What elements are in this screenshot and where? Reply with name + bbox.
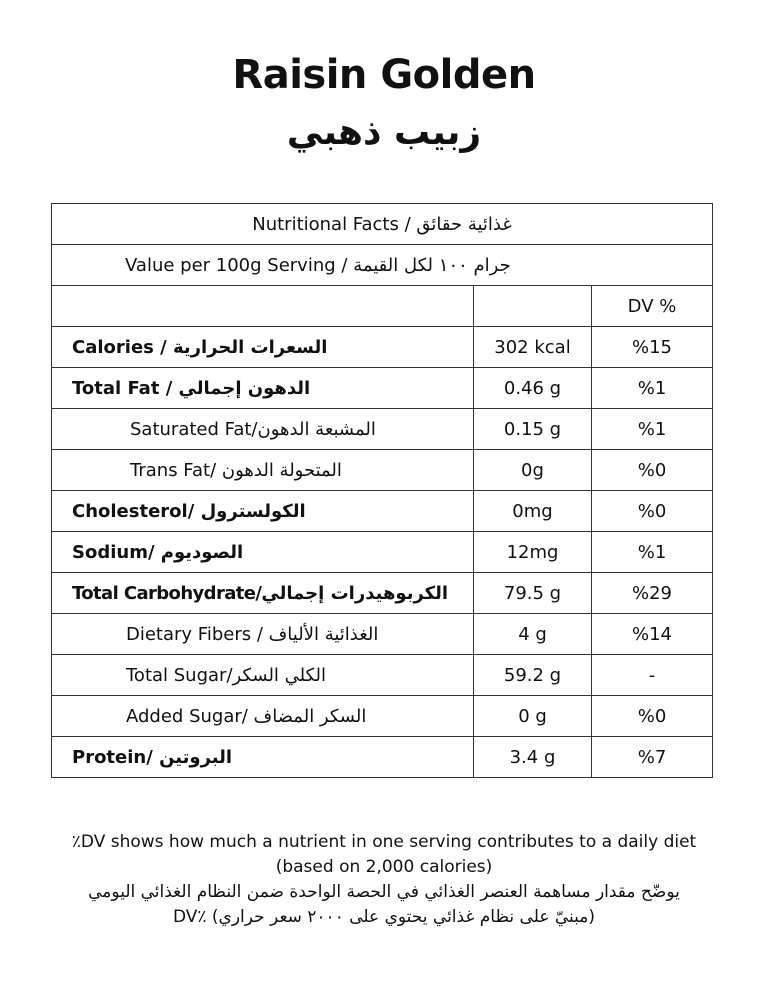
nutrient-dv: %0	[592, 491, 713, 532]
table-row	[52, 614, 713, 655]
nutritional-facts-heading: Nutritional Facts / غذائية حقائق	[52, 204, 713, 245]
product-title-english: Raisin Golden	[232, 52, 536, 98]
nutrient-dv: %0	[592, 696, 713, 737]
nutrient-name-ar: الصوديوم	[160, 541, 244, 563]
nutrient-name-ar: الدهون إجمالي	[178, 377, 311, 399]
nutrient-name	[52, 737, 474, 778]
serving-size-label: Value per 100g Serving / جرام ١٠٠ لكل القيمة	[52, 245, 713, 286]
nutrient-name-ar: السكر المضاف	[253, 705, 367, 727]
nutrient-value: 0mg	[474, 491, 592, 532]
table-row	[52, 450, 713, 491]
nutrient-value: 3.4 g	[474, 737, 592, 778]
table-row	[52, 532, 713, 573]
nutrient-name-en: Total Carbohydrate/	[72, 582, 262, 604]
nutrient-dv: %1	[592, 409, 713, 450]
table-row	[52, 696, 713, 737]
nutrient-dv: %14	[592, 614, 713, 655]
dv-footnote	[0, 830, 768, 930]
nutrient-dv: -	[592, 655, 713, 696]
nutrient-name-en: Protein/	[72, 746, 160, 768]
nutrient-value: 302 kcal	[474, 327, 592, 368]
nutrient-name-en: Added Sugar/	[126, 705, 254, 727]
footnote-line-en-2: (based on 2,000 calories)	[275, 857, 493, 877]
nutrient-name	[52, 491, 474, 532]
product-title-arabic: زبيب ذهبي	[286, 112, 482, 153]
nutrient-name-en: Trans Fat/	[130, 459, 222, 481]
footnote-line-en: ٪DV shows how much a nutrient in one serving contributes to a daily diet	[71, 832, 697, 852]
nutrient-name-ar: الكربوهيدرات إجمالي	[261, 582, 449, 604]
table-header-row	[52, 204, 713, 245]
table-row	[52, 368, 713, 409]
nutrient-value: 79.5 g	[474, 573, 592, 614]
nutrient-name-ar: البروتين	[159, 746, 233, 768]
nutrient-dv: %15	[592, 327, 713, 368]
table-row	[52, 409, 713, 450]
nutrient-name	[52, 655, 474, 696]
nutrient-name-ar: المتحولة الدهون	[221, 459, 342, 481]
empty-cell	[474, 286, 592, 327]
table-row	[52, 327, 713, 368]
nutrient-value: 0g	[474, 450, 592, 491]
table-row	[52, 655, 713, 696]
table-row	[52, 737, 713, 778]
nutrient-name-ar: الغذائية الألياف	[268, 623, 379, 645]
nutrient-dv: %1	[592, 368, 713, 409]
nutrient-name	[52, 327, 474, 368]
nutrient-dv: %7	[592, 737, 713, 778]
nutrient-name	[52, 614, 474, 655]
nutrient-name	[52, 532, 474, 573]
nutrition-facts-table	[51, 203, 713, 778]
serving-row	[52, 245, 713, 286]
table-row	[52, 491, 713, 532]
nutrient-name-en: Cholesterol/	[72, 500, 201, 522]
nutrient-name-en: Total Fat /	[72, 377, 179, 399]
nutrient-name	[52, 368, 474, 409]
nutrient-name	[52, 450, 474, 491]
footnote-line-ar: يوضّح مقدار مساهمة العنصر الغذائي في الحصة الواحدة ضمن النظام الغذائي اليومي	[88, 882, 680, 902]
nutrient-value: 59.2 g	[474, 655, 592, 696]
nutrient-name-ar: السعرات الحرارية	[172, 336, 328, 358]
nutrient-name-ar: المشبعة الدهون	[257, 418, 376, 440]
dv-header-row	[52, 286, 713, 327]
nutrient-name	[52, 409, 474, 450]
nutrient-name-ar: الكلي السكر	[232, 664, 327, 686]
footnote-line-ar-2: (مبنيّ على نظام غذائي يحتوي على ٢٠٠٠ سعر حراري) ٪DV	[172, 907, 596, 927]
dv-column-header: DV %	[592, 286, 713, 327]
nutrient-name	[52, 696, 474, 737]
nutrient-name-en: Dietary Fibers /	[126, 623, 269, 645]
nutrient-value: 0 g	[474, 696, 592, 737]
nutrient-name-en: Total Sugar/	[126, 664, 233, 686]
nutrient-value: 12mg	[474, 532, 592, 573]
nutrient-value: 0.46 g	[474, 368, 592, 409]
nutrient-name	[52, 573, 474, 614]
nutrient-value: 4 g	[474, 614, 592, 655]
nutrient-name-en: Sodium/	[72, 541, 161, 563]
empty-cell	[52, 286, 474, 327]
nutrient-dv: %0	[592, 450, 713, 491]
nutrient-name-en: Calories /	[72, 336, 173, 358]
nutrient-name-ar: الكولسترول	[200, 500, 306, 522]
nutrient-dv: %29	[592, 573, 713, 614]
nutrient-dv: %1	[592, 532, 713, 573]
nutrient-value: 0.15 g	[474, 409, 592, 450]
table-row	[52, 573, 713, 614]
nutrient-name-en: Saturated Fat/	[130, 418, 258, 440]
